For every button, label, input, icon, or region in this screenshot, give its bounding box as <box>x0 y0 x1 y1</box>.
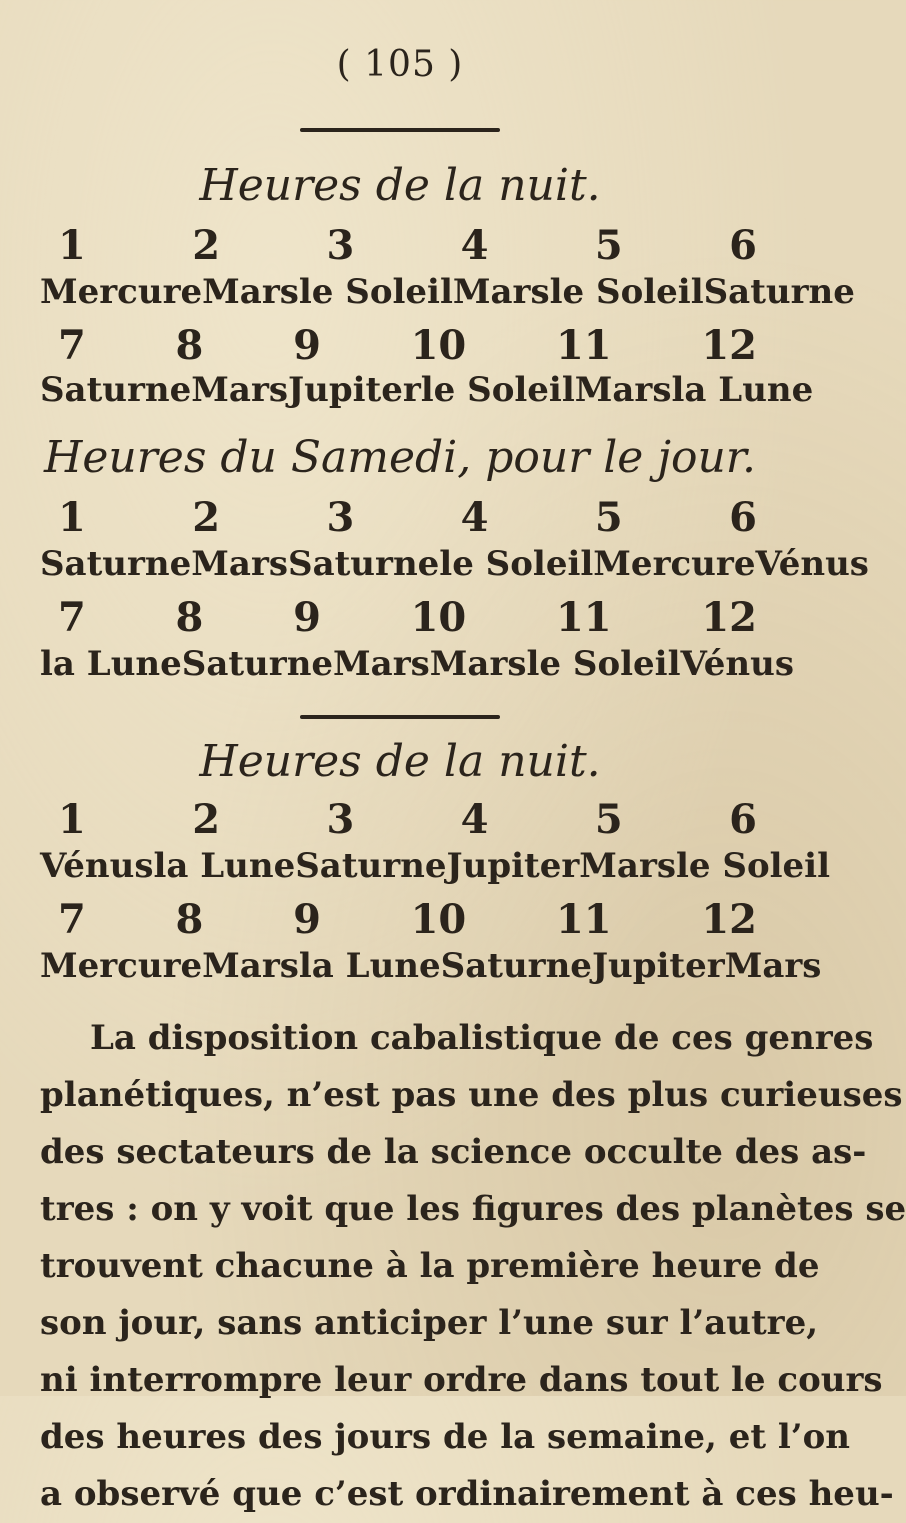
hour-number: 3 <box>326 222 355 269</box>
paragraph-line: son jour, sans anticiper l’une sur l’autre, <box>40 1303 819 1343</box>
hour-number: 11 <box>555 896 612 943</box>
hour-number: 7 <box>58 896 86 943</box>
hour-numbers-row <box>40 322 775 369</box>
planet-name: Saturne <box>295 846 447 886</box>
planet-names-row <box>40 946 822 986</box>
planet-name: le Soleil <box>676 846 831 886</box>
planet-name: la Lune <box>153 846 296 886</box>
hour-numbers-row <box>40 796 775 843</box>
planet-name: Jupiter <box>591 946 725 986</box>
planet-name: Saturne <box>40 544 192 584</box>
hour-number: 6 <box>729 222 757 269</box>
hour-numbers-row <box>40 594 775 641</box>
planet-name: Vénus <box>680 644 794 684</box>
planet-name: Saturne <box>288 544 440 584</box>
hour-number: 11 <box>555 322 612 369</box>
hour-number: 2 <box>192 222 221 269</box>
planet-name: le Soleil <box>526 644 681 684</box>
planet-name: Mars <box>202 946 299 986</box>
planet-name: Saturne <box>40 370 192 410</box>
hour-number: 4 <box>460 494 489 541</box>
hour-number: 6 <box>729 796 757 843</box>
hour-number: 7 <box>58 594 86 641</box>
hour-number: 1 <box>58 796 86 843</box>
section-heading: Heures de la nuit. <box>199 736 601 787</box>
planet-name: Mars <box>191 544 289 584</box>
hour-number: 1 <box>58 222 86 269</box>
hour-number: 1 <box>58 494 86 541</box>
hour-number: 9 <box>293 896 321 943</box>
planet-name: Mercure <box>40 946 203 986</box>
planet-name: le Soleil <box>549 272 704 312</box>
hour-number: 3 <box>326 494 355 541</box>
hour-numbers-row <box>40 494 775 541</box>
section-heading: Heures du Samedi, pour le jour. <box>44 432 756 483</box>
hour-number: 12 <box>701 322 757 369</box>
planet-name: le Soleil <box>420 370 575 410</box>
planet-name: Vénus <box>40 846 154 886</box>
hour-number: 10 <box>410 896 467 943</box>
planet-name: Mars <box>191 370 289 410</box>
hour-number: 12 <box>701 896 757 943</box>
hour-number: 2 <box>192 494 221 541</box>
planet-name: Mars <box>579 846 677 886</box>
planet-name: Mercure <box>593 544 756 584</box>
hour-number: 5 <box>594 796 623 843</box>
hour-number: 8 <box>175 322 204 369</box>
planet-names-row <box>40 544 869 584</box>
top-rule <box>300 128 500 132</box>
planet-name: la Lune <box>40 644 182 684</box>
paragraph-line: des heures des jours de la semaine, et l’on <box>40 1417 851 1457</box>
planet-name: Mars <box>333 644 430 684</box>
hour-number: 6 <box>729 494 757 541</box>
hour-number: 5 <box>594 494 623 541</box>
planet-names-row <box>40 272 855 312</box>
hour-numbers-row <box>40 896 775 943</box>
paragraph-line: trouvent chacune à la première heure de <box>40 1246 820 1286</box>
planet-name: Saturne <box>703 272 855 312</box>
planet-name: Mars <box>202 272 299 312</box>
planet-names-row <box>40 644 794 684</box>
planet-names-row <box>40 846 831 886</box>
planet-name: Vénus <box>755 544 869 584</box>
hour-number: 8 <box>175 594 204 641</box>
hour-number: 2 <box>192 796 221 843</box>
paragraph-line: planétiques, n’est pas une des plus curieuses <box>40 1075 903 1115</box>
planet-name: la Lune <box>671 370 814 410</box>
hour-number: 10 <box>410 594 467 641</box>
hour-number: 4 <box>460 796 489 843</box>
hour-number: 9 <box>293 322 321 369</box>
planet-name: Mars <box>724 946 822 986</box>
hour-number: 11 <box>555 594 612 641</box>
planet-name: le Soleil <box>298 272 453 312</box>
planet-name: Mars <box>574 370 672 410</box>
planet-name: Mars <box>429 644 527 684</box>
planet-name: Saturne <box>440 946 592 986</box>
paragraph-line: a observé que c’est ordinairement à ces heu- <box>40 1474 894 1514</box>
planet-name: Mars <box>452 272 550 312</box>
hour-numbers-row <box>40 222 775 269</box>
planet-names-row <box>40 370 814 410</box>
hour-number: 9 <box>293 594 321 641</box>
hour-number: 12 <box>701 594 757 641</box>
planet-name: Jupiter <box>288 370 421 410</box>
paragraph-line: tres : on y voit que les figures des planètes se <box>40 1189 906 1229</box>
hour-number: 10 <box>410 322 467 369</box>
planet-name: la Lune <box>298 946 441 986</box>
planet-name: le Soleil <box>439 544 594 584</box>
hour-number: 8 <box>175 896 204 943</box>
paragraph-line: des sectateurs de la science occulte des as- <box>40 1132 867 1172</box>
hour-number: 5 <box>594 222 623 269</box>
paragraph-line: ni interrompre leur ordre dans tout le cours <box>40 1360 883 1400</box>
hour-number: 4 <box>460 222 489 269</box>
planet-name: Jupiter <box>446 846 580 886</box>
middle-rule <box>300 715 500 719</box>
planet-name: Saturne <box>181 644 334 684</box>
page-number: ( 105 ) <box>336 44 464 85</box>
section-heading: Heures de la nuit. <box>199 160 601 211</box>
hour-number: 7 <box>58 322 86 369</box>
body-paragraph <box>40 1010 906 1523</box>
paragraph-line: La disposition cabalistique de ces genres <box>90 1018 874 1058</box>
planet-name: Mercure <box>40 272 203 312</box>
hour-number: 3 <box>326 796 355 843</box>
